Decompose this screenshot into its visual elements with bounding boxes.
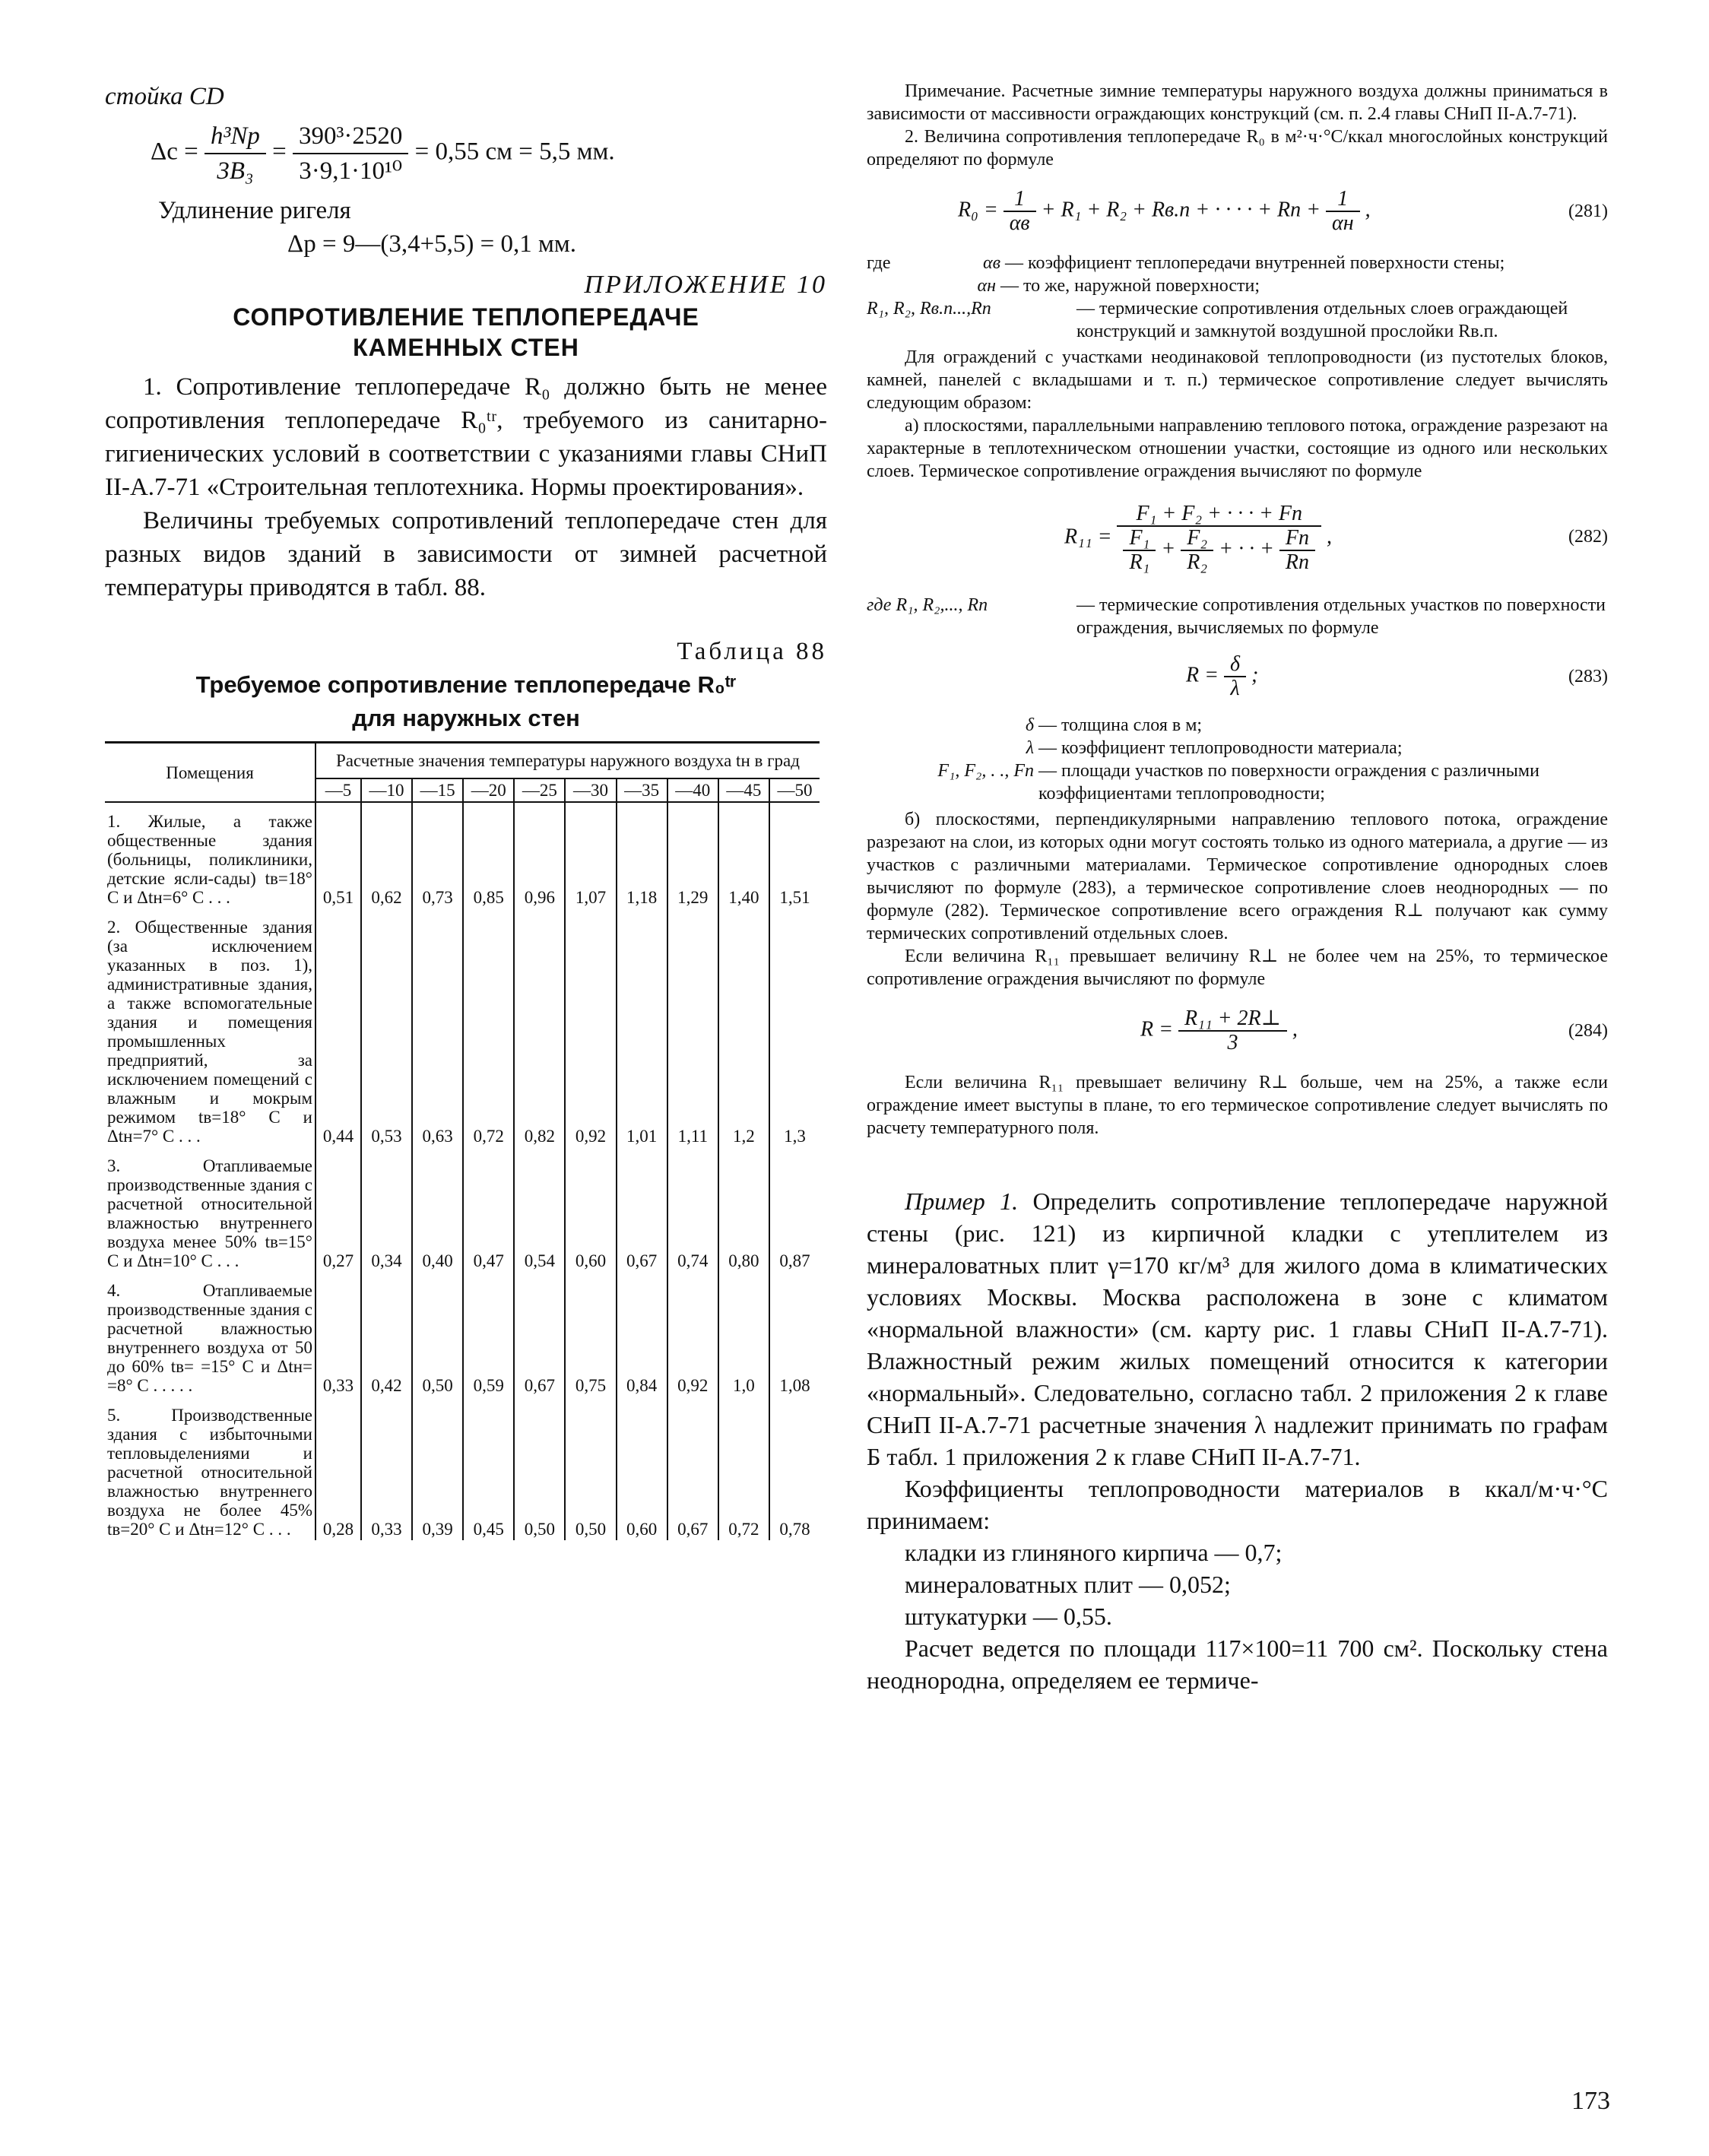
fraction <box>1326 188 1360 235</box>
definition-text: — термические сопротивления отдельных слоев ограждающей конструкций и замкнутой воздушной прослойки Rв.п. <box>1076 299 1568 341</box>
table-cell: 1,0 <box>718 1272 769 1397</box>
table-cell: 0,96 <box>514 802 565 908</box>
table-row <box>105 908 820 1147</box>
fraction <box>1181 527 1213 574</box>
formula-middle: + R₁ + R₂ + Rв.п + · · · · + Rn + <box>1041 198 1321 222</box>
table-cell: 0,73 <box>412 802 463 908</box>
table-cell: 0,84 <box>617 1272 667 1397</box>
fraction-denominator: Rn <box>1285 550 1309 574</box>
formula-284 <box>1140 1007 1608 1054</box>
table-cell: 0,42 <box>361 1272 412 1397</box>
row-label: 5. Производственные здания с избыточными тепловыделениями и расчетной относительной влажностью внутреннего воздуха не более 45% tв=20° С и Δtн=12° С . . . <box>107 1406 312 1539</box>
table-88 <box>105 741 820 1540</box>
fraction-denominator: αн <box>1332 211 1354 235</box>
definition-text: — толщина слоя в м; <box>1038 715 1203 735</box>
definition-row <box>867 274 1608 297</box>
table-cell: 0,75 <box>565 1272 616 1397</box>
equals-sign: = <box>272 138 287 166</box>
definition-row <box>867 594 1608 639</box>
plus-sign: + <box>1161 537 1176 561</box>
formula-lhs: R = <box>1140 1017 1173 1042</box>
table-cell: 0,33 <box>361 1397 412 1540</box>
page-number: 173 <box>1571 2087 1610 2115</box>
appendix-label: ПРИЛОЖЕНИЕ 10 <box>584 271 827 299</box>
table-cell: 0,67 <box>617 1147 667 1272</box>
table-cell: 0,72 <box>718 1397 769 1540</box>
definition-symbol: δ <box>1025 715 1034 735</box>
definition-text: — коэффициент теплопередачи внутренней поверхности стены; <box>1005 253 1505 273</box>
definition-text: — коэффициент теплопроводности материала; <box>1038 738 1403 758</box>
definition-symbol: αв <box>982 253 1000 273</box>
paragraph-1: 1. Сопротивление теплопередаче R₀ должно быть не менее сопротивления теплопередаче R₀ᵗʳ, требуемого из санитарно-гигиенических условий в соответствии с указаниями главы СНиП II-А.7-71 «Строительная теплотехника. Нормы проектирования». <box>105 373 827 501</box>
table-cell: 0,39 <box>412 1397 463 1540</box>
table-cell: 0,78 <box>769 1397 820 1540</box>
item-2-paragraph: 2. Величина сопротивления теплопередаче R₀ в м²·ч·°С/ккал многослойных конструкций определяют по формуле <box>867 127 1608 170</box>
formula-lhs: R₀ = <box>958 198 998 222</box>
coefficient-line: кладки из глиняного кирпича — 0,7; <box>905 1539 1283 1566</box>
equation-number: (281) <box>1568 201 1608 221</box>
table-cell: 0,80 <box>718 1147 769 1272</box>
example-block <box>867 1185 1608 1696</box>
definition-symbol: R₁, R₂, Rв.п...,Rn <box>867 299 991 319</box>
table-cell: 0,74 <box>667 1147 718 1272</box>
formula-lhs: R₁₁ = <box>1064 525 1112 549</box>
section-heading-line1: СОПРОТИВЛЕНИЕ ТЕПЛОПЕРЕДАЧЕ <box>233 303 699 331</box>
definition-list-282 <box>867 594 1608 639</box>
table-cell: 0,92 <box>565 908 616 1147</box>
fraction-numerator: F₂ <box>1181 527 1213 551</box>
coefficients-intro: Коэффициенты теплопроводности материалов в ккал/м·ч·°С принимаем: <box>867 1475 1608 1534</box>
fraction-numerator: h³Np <box>205 119 266 154</box>
formula-281 <box>958 188 1608 235</box>
temp-header: —30 <box>565 778 616 802</box>
equation-number: (283) <box>1568 667 1608 686</box>
fraction <box>1224 653 1246 700</box>
table-cell: 0,63 <box>412 908 463 1147</box>
fraction-numerator: F₁ <box>1123 527 1156 551</box>
temp-header: —25 <box>514 778 565 802</box>
fraction-numerator: 1 <box>1326 188 1360 212</box>
table-cell: 1,3 <box>769 908 820 1147</box>
fraction <box>293 119 408 188</box>
row-label: 3. Отапливаемые производственные здания с расчетной относительной влажностью внутреннего воздуха менее 50% tв=15° С и Δtн=10° С . . . <box>107 1156 312 1270</box>
table-cell: 0,62 <box>361 802 412 908</box>
fraction-numerator: δ <box>1224 653 1246 677</box>
paragraph-b: б) плоскостями, перпендикулярными направлению теплового потока, ограждение разрезают на слои, из которых одни могут состоять только из одного материала, а другие — из участков с различными материалами. Термическое сопротивление однородных слоев вычисляют по формуле (283), а термическое сопротивление слоев неоднородных — по формуле (282). Термическое сопротивление всего ограждения R⊥ получают как сумму термических сопротивлений отдельных слоев. <box>867 810 1608 943</box>
fraction-denominator <box>1117 527 1321 574</box>
temp-header: —20 <box>463 778 514 802</box>
definition-text: — термические сопротивления отдельных участков по поверхности ограждения, вычисляемых по формуле <box>1076 595 1606 638</box>
definition-text: — площади участков по поверхности ограждения с различными коэффициентами теплопроводности; <box>1038 761 1539 804</box>
table-cell: 0,28 <box>315 1397 361 1540</box>
table-row <box>105 1397 820 1540</box>
table-cell: 0,50 <box>412 1272 463 1397</box>
table-cell: 0,27 <box>315 1147 361 1272</box>
table-cell: 0,92 <box>667 1272 718 1397</box>
fraction-denominator: 3B₃ <box>217 157 254 185</box>
table-cell: 1,2 <box>718 908 769 1147</box>
fraction-denominator: λ <box>1230 677 1240 700</box>
table-cell: 0,85 <box>463 802 514 908</box>
definition-text: — то же, наружной поверхности; <box>1000 276 1260 296</box>
note-paragraph: Примечание. Расчетные зимние температуры наружного воздуха должны приниматься в зависимости от массивности ограждающих конструкций (см. п. 2.4 главы СНиП II-А.7-71). <box>867 81 1608 124</box>
column-header-temperature: Расчетные значения температуры наружного воздуха tн в град <box>315 743 820 779</box>
table-cell: 0,60 <box>565 1147 616 1272</box>
table-cell: 0,33 <box>315 1272 361 1397</box>
table-cell: 0,34 <box>361 1147 412 1272</box>
table-row <box>105 1147 820 1272</box>
table-cell: 0,40 <box>412 1147 463 1272</box>
table-caption: Таблица 88 <box>677 638 827 665</box>
table-title-line2: для наружных стен <box>352 705 580 731</box>
table-cell: 0,54 <box>514 1147 565 1272</box>
table-cell: 0,45 <box>463 1397 514 1540</box>
paragraph-a: а) плоскостями, параллельными направлению теплового потока, ограждение разрезают на характерные в теплотехническом отношении участки, состоящие из одного или нескольких слоев. Термическое сопротивление ограждения вычисляют по формуле <box>867 416 1608 481</box>
fraction <box>1178 1007 1287 1054</box>
definition-symbol: αн <box>977 276 996 296</box>
ellipsis-plus: + · · + <box>1219 537 1274 561</box>
formula-end: , <box>1365 198 1371 222</box>
fraction-denominator: αв <box>1009 211 1030 235</box>
calc-paragraph: Расчет ведется по площади 117×100=11 700 см². Поскольку стена неоднородна, определяем ее термиче- <box>867 1634 1608 1694</box>
table-cell: 0,67 <box>514 1272 565 1397</box>
definition-symbol: где R₁, R₂,..., Rn <box>867 595 988 615</box>
table-cell: 1,40 <box>718 802 769 908</box>
table-cell: 1,08 <box>769 1272 820 1397</box>
table-cell: 0,44 <box>315 908 361 1147</box>
fraction-denominator: 3 <box>1227 1031 1238 1054</box>
definition-symbol: F₁, F₂, . ., Fn <box>937 761 1034 781</box>
table-cell: 0,82 <box>514 908 565 1147</box>
table-title-line1: Требуемое сопротивление теплопередаче R₀ᵗʳ <box>195 671 737 698</box>
section-heading-line2: КАМЕННЫХ СТЕН <box>353 334 579 361</box>
equation-number: (284) <box>1568 1021 1608 1041</box>
table-row <box>105 1272 820 1397</box>
row-label: 2. Общественные здания (за исключением указанных в поз. 1), административные здания, а также вспомогательные здания и помещения промышленных предприятий, за исключением помещений с влажным и мокрым режимом tв=18° С и Δtн=7° С . . . <box>107 918 312 1146</box>
table-cell: 0,59 <box>463 1272 514 1397</box>
table-cell: 0,53 <box>361 908 412 1147</box>
temp-header: —5 <box>315 778 361 802</box>
fraction-denominator: 3·9,1·10¹⁰ <box>299 157 403 185</box>
table-cell: 0,72 <box>463 908 514 1147</box>
example-text: Определить сопротивление теплопередаче наружной стены (рис. 121) из кирпичной кладки с утеплителем из минераловатных плит γ=170 кг/м³ для жилого дома в климатических условиях Москвы. Москва расположена в зоне с климатом «нормальной влажности» (см. карту рис. 1 главы СНиП II-А.7-71). Влажностный режим жилых помещений относится к категории «нормальный». Следовательно, согласно табл. 2 приложения 2 к главе СНиП II-А.7-71 расчетные значения λ надлежит принимать по графам Б табл. 1 приложения 2 к главе СНиП II-А.7-71. <box>867 1187 1608 1470</box>
temp-header: —45 <box>718 778 769 802</box>
definition-row <box>867 297 1608 343</box>
temp-header: —15 <box>412 778 463 802</box>
definition-symbol: λ <box>1026 738 1034 758</box>
fraction <box>1123 527 1156 574</box>
definition-list-283 <box>867 714 1608 805</box>
temp-header: —40 <box>667 778 718 802</box>
row-label: 4. Отапливаемые производственные здания с расчетной влажностью внутреннего воздуха от 50 до 60% tв= =15° С и Δtн= =8° С . . . . . <box>107 1281 312 1395</box>
formula-283 <box>1186 653 1608 700</box>
fraction-numerator: Fn <box>1279 527 1315 551</box>
stoika-label: стойка CD <box>105 83 224 110</box>
where-label: где <box>867 253 891 273</box>
left-column <box>105 80 827 1540</box>
formula-end: ; <box>1251 663 1259 687</box>
table-cell: 0,51 <box>315 802 361 908</box>
fraction <box>1279 527 1315 574</box>
table-cell: 0,87 <box>769 1147 820 1272</box>
right-column <box>867 80 1608 1696</box>
temp-header: —35 <box>617 778 667 802</box>
coefficient-line: минераловатных плит — 0,052; <box>905 1571 1231 1598</box>
fraction <box>1117 503 1321 574</box>
table-cell: 1,01 <box>617 908 667 1147</box>
example-paragraph <box>867 1185 1608 1473</box>
table-cell: 0,67 <box>667 1397 718 1540</box>
fraction-denominator: R₁ <box>1129 550 1150 574</box>
table-cell: 1,18 <box>617 802 667 908</box>
fraction <box>205 119 266 188</box>
definition-row <box>867 252 1608 274</box>
fraction-numerator: 390³·2520 <box>293 119 408 154</box>
paragraph-2: Величины требуемых сопротивлений теплопередаче стен для разных видов зданий в зависимости от зимней расчетной температуры приводятся в табл. 88. <box>105 507 827 601</box>
example-label: Пример 1. <box>905 1187 1019 1215</box>
fraction <box>1004 188 1036 235</box>
table-cell: 1,07 <box>565 802 616 908</box>
column-header-rooms: Помещения <box>105 743 315 803</box>
formula-result: = 0,55 см = 5,5 мм. <box>414 138 615 166</box>
coefficient-line: штукатурки — 0,55. <box>905 1603 1112 1630</box>
temp-header: —50 <box>769 778 820 802</box>
udlinenie-label: Удлинение ригеля <box>158 197 351 224</box>
paragraph-heterogeneous: Для ограждений с участками неодинаковой теплопроводности (из пустотелых блоков, камней, панелей с вкладышами и т. п.) термическое сопротивление следует вычислять следующим образом: <box>867 347 1608 413</box>
table-cell: 1,29 <box>667 802 718 908</box>
table-cell: 1,11 <box>667 908 718 1147</box>
definition-row <box>867 759 1608 805</box>
table-cell: 1,51 <box>769 802 820 908</box>
table-cell: 0,50 <box>565 1397 616 1540</box>
formula-lhs: Δc = <box>151 138 198 166</box>
formula-lhs: R = <box>1186 663 1219 687</box>
fraction-numerator: 1 <box>1004 188 1036 212</box>
formula-delta-c <box>105 119 827 188</box>
table-row <box>105 802 820 908</box>
table-cell: 0,60 <box>617 1397 667 1540</box>
paragraph-c: Если величина R₁₁ превышает величину R⊥ не более чем на 25%, то термическое сопротивление ограждения вычисляют по формуле <box>867 946 1608 989</box>
temp-header: —10 <box>361 778 412 802</box>
formula-end: , <box>1292 1017 1298 1042</box>
row-label: 1. Жилые, а также общественные здания (больницы, поликлиники, детские ясли-сады) tв=18° С и Δtн=6° С . . . <box>107 812 312 907</box>
definition-row <box>867 714 1608 737</box>
table-cell: 0,47 <box>463 1147 514 1272</box>
formula-delta-p: Δp = 9—(3,4+5,5) = 0,1 мм. <box>287 230 577 258</box>
formula-282 <box>1064 503 1608 574</box>
table-cell: 0,50 <box>514 1397 565 1540</box>
equation-number: (282) <box>1568 527 1608 547</box>
definition-list-281 <box>867 252 1608 343</box>
fraction-numerator: R₁₁ + 2R⊥ <box>1178 1007 1287 1032</box>
definition-row <box>867 737 1608 759</box>
fraction-denominator: R₂ <box>1187 550 1208 574</box>
paragraph-d: Если величина R₁₁ превышает величину R⊥ больше, чем на 25%, а также если ограждение имеет выступы в плане, то его термическое сопротивление следует вычислять по расчету температурного поля. <box>867 1073 1608 1138</box>
formula-end: , <box>1326 525 1332 549</box>
fraction-numerator: F₁ + F₂ + · · · + Fn <box>1117 503 1321 527</box>
spacer <box>867 1140 1608 1185</box>
